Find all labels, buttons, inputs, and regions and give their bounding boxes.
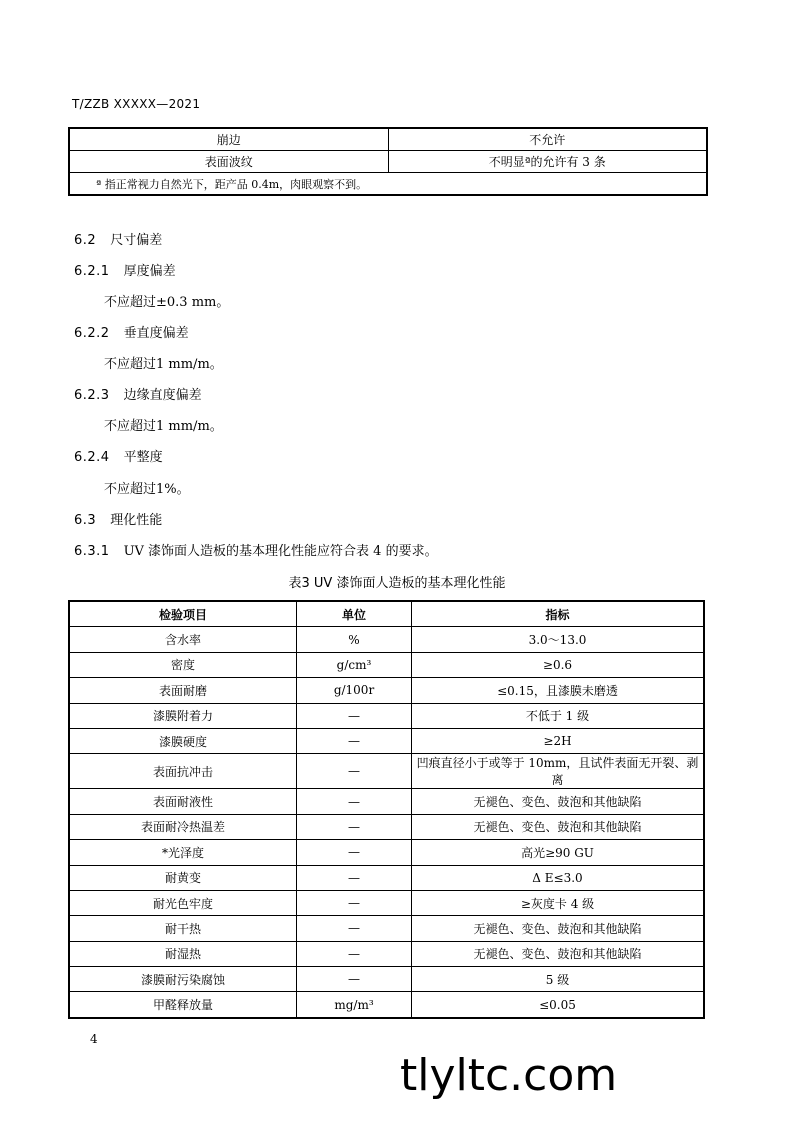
table-cell: 漆膜附着力 <box>69 703 297 728</box>
table-row <box>69 128 707 151</box>
table-cell: 表面耐磨 <box>69 678 297 703</box>
table-cell: — <box>297 941 412 966</box>
table-cell: 5 级 <box>412 967 705 992</box>
table-cell: — <box>297 967 412 992</box>
table-note: ª 指正常视力自然光下，距产品 0.4m，肉眼观察不到。 <box>69 173 707 196</box>
table-header-row <box>69 601 704 627</box>
table-cell: 表面耐液性 <box>69 789 297 814</box>
table-cell: 无褪色、变色、鼓泡和其他缺陷 <box>412 789 705 814</box>
section-heading <box>74 229 162 248</box>
section-number: 6.3.1 <box>74 544 110 559</box>
table-cell: 无褪色、变色、鼓泡和其他缺陷 <box>412 916 705 941</box>
section-number: 6.2.3 <box>74 388 110 403</box>
table-cell: — <box>297 916 412 941</box>
table-row <box>69 678 704 703</box>
table-row <box>69 941 704 966</box>
table-cell: 含水率 <box>69 627 297 652</box>
table-row <box>69 814 704 839</box>
table-cell: 表面波纹 <box>69 151 388 173</box>
table-cell: ≤0.15，且漆膜未磨透 <box>412 678 705 703</box>
table-row <box>69 728 704 753</box>
section-number: 6.2.2 <box>74 326 110 341</box>
section-body: 不应超过1%。 <box>104 482 190 497</box>
section-heading <box>74 260 176 279</box>
table-cell: 凹痕直径小于或等于 10mm，且试件表面无开裂、剥离 <box>412 754 705 789</box>
column-header: 检验项目 <box>69 601 297 627</box>
table-cell: 不允许 <box>388 128 707 151</box>
section-heading <box>74 446 163 465</box>
section-number: 6.2.4 <box>74 450 110 465</box>
table-row <box>69 627 704 652</box>
column-header: 单位 <box>297 601 412 627</box>
table-row <box>69 992 704 1018</box>
table-cell: % <box>297 627 412 652</box>
table-cell: 表面抗冲击 <box>69 754 297 789</box>
table-cell: 密度 <box>69 652 297 677</box>
table-cell: 表面耐冷热温差 <box>69 814 297 839</box>
section-heading <box>74 509 162 528</box>
section-number: 6.2 <box>74 233 97 248</box>
watermark: tlyltc.com <box>400 1050 618 1101</box>
table-cell: 耐干热 <box>69 916 297 941</box>
table-cell: ≥灰度卡 4 级 <box>412 890 705 915</box>
table-row <box>69 967 704 992</box>
section-title: 边缘直度偏差 <box>123 388 202 403</box>
table-cell: 不低于 1 级 <box>412 703 705 728</box>
section-heading <box>74 322 189 341</box>
properties-table <box>68 600 705 1019</box>
table-cell: 不明显ª的允许有 3 条 <box>388 151 707 173</box>
table-cell: ≥2H <box>412 728 705 753</box>
table-cell: g/100r <box>297 678 412 703</box>
table-cell: 耐黄变 <box>69 865 297 890</box>
table-caption: 表3 UV 漆饰面人造板的基本理化性能 <box>288 576 506 591</box>
table-cell: 耐湿热 <box>69 941 297 966</box>
defects-table <box>68 127 708 196</box>
table-row <box>69 151 707 173</box>
table-cell: g/cm³ <box>297 652 412 677</box>
section-title: 厚度偏差 <box>123 264 176 279</box>
table-cell: 崩边 <box>69 128 388 151</box>
table-cell: mg/m³ <box>297 992 412 1018</box>
table-cell: — <box>297 728 412 753</box>
document-header: T/ZZB XXXXX—2021 <box>72 97 201 111</box>
table-cell: 漆膜耐污染腐蚀 <box>69 967 297 992</box>
section-body: 不应超过1 mm/m。 <box>104 419 223 434</box>
table-row <box>69 173 707 196</box>
section-title: 垂直度偏差 <box>123 326 189 341</box>
table-row <box>69 840 704 865</box>
table-row <box>69 703 704 728</box>
table-cell: — <box>297 703 412 728</box>
table-cell: 3.0～13.0 <box>412 627 705 652</box>
section-number: 6.3 <box>74 513 97 528</box>
table-cell: *光泽度 <box>69 840 297 865</box>
section-number: 6.2.1 <box>74 264 110 279</box>
table-cell: — <box>297 814 412 839</box>
table-cell: ≤0.05 <box>412 992 705 1018</box>
table-cell: 高光≥90 GU <box>412 840 705 865</box>
table-cell: 无褪色、变色、鼓泡和其他缺陷 <box>412 941 705 966</box>
section-heading <box>74 540 438 559</box>
table-cell: 耐光色牢度 <box>69 890 297 915</box>
section-title: UV 漆饰面人造板的基本理化性能应符合表 4 的要求。 <box>123 544 438 559</box>
table-cell: — <box>297 865 412 890</box>
section-heading <box>74 384 202 403</box>
table-row <box>69 652 704 677</box>
section-body: 不应超过1 mm/m。 <box>104 357 223 372</box>
table-row <box>69 865 704 890</box>
table-cell: 无褪色、变色、鼓泡和其他缺陷 <box>412 814 705 839</box>
table-cell: 甲醛释放量 <box>69 992 297 1018</box>
table-cell: ≥0.6 <box>412 652 705 677</box>
section-title: 尺寸偏差 <box>110 233 163 248</box>
table-row <box>69 789 704 814</box>
section-body: 不应超过±0.3 mm。 <box>104 295 230 310</box>
table-cell: — <box>297 890 412 915</box>
table-row <box>69 890 704 915</box>
table-cell: — <box>297 789 412 814</box>
table-cell: 漆膜硬度 <box>69 728 297 753</box>
page-number: 4 <box>90 1032 98 1046</box>
column-header: 指标 <box>412 601 705 627</box>
table-cell: Δ E≤3.0 <box>412 865 705 890</box>
table-row <box>69 916 704 941</box>
section-title: 平整度 <box>123 450 163 465</box>
table-row <box>69 754 704 789</box>
section-title: 理化性能 <box>110 513 163 528</box>
table-cell: — <box>297 840 412 865</box>
table-cell: — <box>297 754 412 789</box>
